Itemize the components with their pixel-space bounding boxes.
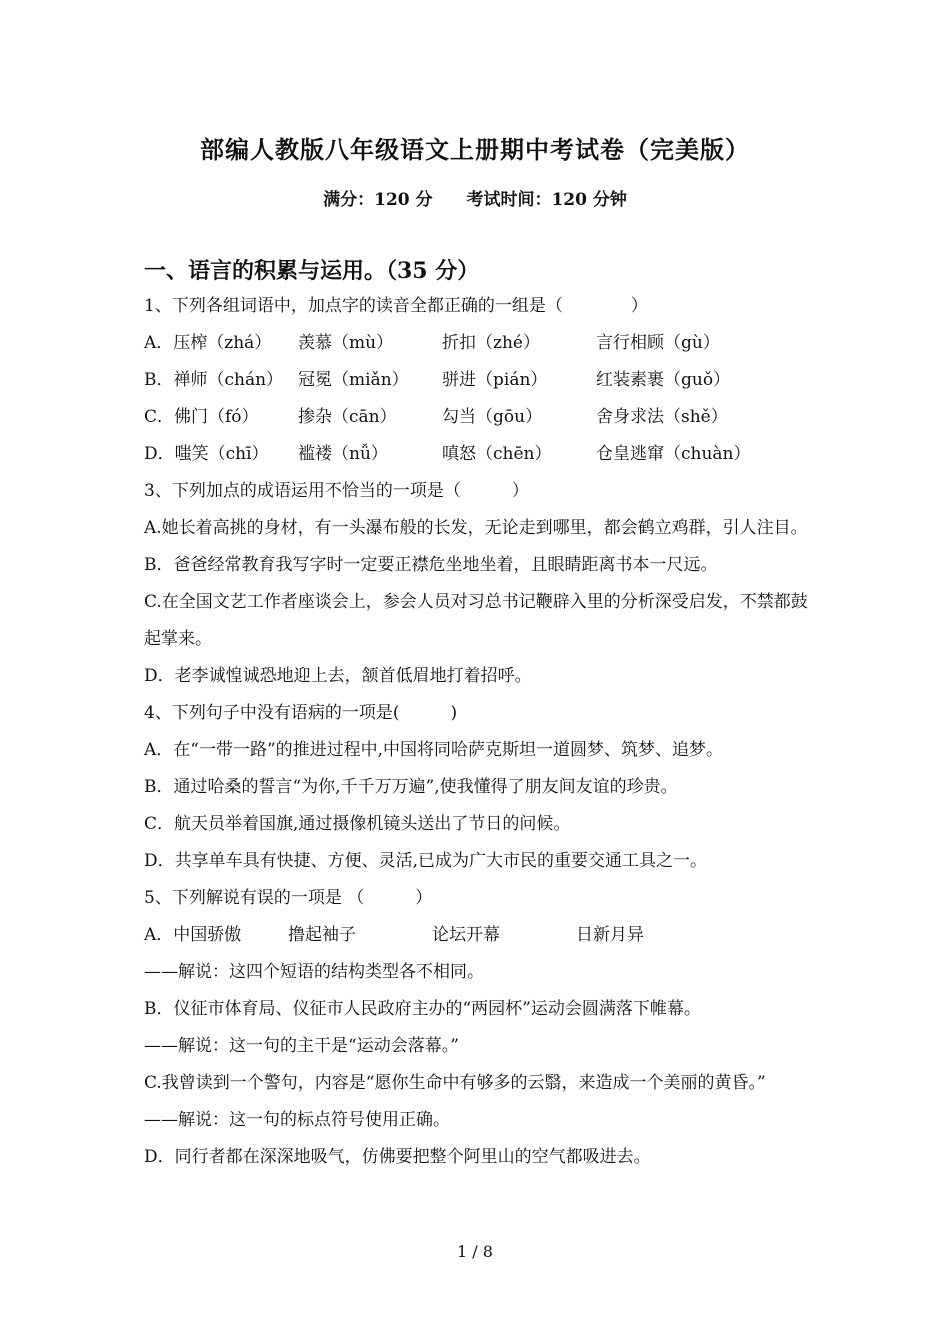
question-3-option-c: C.在全国文艺工作者座谈会上，参会人员对习总书记鞭辟入里的分析深受启发，不禁都鼓起掌来。	[144, 592, 808, 649]
phrase: 撸起袖子	[288, 925, 356, 945]
question-4-stem: 4、下列句子中没有语病的一项是( )	[144, 703, 458, 723]
page-title: 部编人教版八年级语文上册期中考试卷（完美版）	[200, 135, 750, 164]
option-cell: 冠冕（miǎn）	[298, 370, 409, 390]
question-3-stem: 3、下列加点的成语运用不恰当的一项是（ ）	[144, 481, 529, 501]
option-cell: 掺杂（cān）	[298, 407, 397, 427]
option-cell: 羡慕（mù）	[298, 333, 394, 353]
question-1-option-c	[144, 399, 814, 436]
option-cell: C．佛门（fó）	[144, 407, 259, 427]
question-4-option-b: B．通过哈桑的誓言“为你,千千万万遍”,使我懂得了朋友间友谊的珍贵。	[144, 777, 678, 797]
section-heading: 一、语言的积累与运用。（35 分）	[144, 258, 480, 284]
phrase: 日新月异	[576, 925, 644, 945]
phrase: 论坛开幕	[432, 925, 500, 945]
phrase: A．中国骄傲	[144, 925, 242, 945]
question-1-option-b	[144, 362, 814, 399]
question-1-stem: 1、下列各组词语中，加点字的读音全都正确的一组是（ ）	[144, 296, 648, 316]
question-5-stem: 5、下列解说有误的一项是 （ ）	[144, 888, 433, 908]
question-1-option-a	[144, 325, 814, 362]
question-5-option-a	[144, 917, 814, 954]
option-cell: D．嗤笑（chī）	[144, 444, 269, 464]
question-5-note-b: ——解说：这一句的主干是“运动会落幕。”	[144, 1036, 459, 1056]
option-cell: B．禅师（chán）	[144, 370, 284, 390]
option-cell: 舍身求法（shě）	[596, 407, 728, 427]
exam-time: 考试时间：120 分钟	[466, 190, 627, 210]
option-cell: A．压榨（zhá）	[144, 333, 272, 353]
question-5-note-c: ——解说：这一句的标点符号使用正确。	[144, 1110, 450, 1130]
question-4-option-a: A．在“一带一路”的推进过程中,中国将同哈萨克斯坦一道圆梦、筑梦、追梦。	[144, 740, 724, 760]
option-cell: 嗔怒（chēn）	[442, 444, 552, 464]
option-cell: 褴褛（nǚ）	[298, 444, 388, 464]
question-1-option-d	[144, 436, 814, 473]
question-3-option-a: A.她长着高挑的身材，有一头瀑布般的长发，无论走到哪里，都会鹤立鸡群，引人注目。	[144, 518, 808, 538]
question-5-option-b: B．仪征市体育局、仪征市人民政府主办的“两园杯”运动会圆满落下帷幕。	[144, 999, 701, 1019]
exam-info	[0, 185, 950, 210]
option-cell: 勾当（gōu）	[442, 407, 543, 427]
option-cell: 骈进（pián）	[442, 370, 548, 390]
question-3-option-b: B．爸爸经常教育我写字时一定要正襟危坐地坐着，且眼睛距离书本一尺远。	[144, 555, 718, 575]
option-cell: 仓皇逃窜（chuàn）	[596, 444, 751, 464]
question-3-option-d: D．老李诚惶诚恐地迎上去，颔首低眉地打着招呼。	[144, 666, 532, 686]
option-cell: 红装素裹（guǒ）	[596, 370, 731, 390]
question-4-option-d: D．共享单车具有快捷、方便、灵活,已成为广大市民的重要交通工具之一。	[144, 851, 708, 871]
question-5-option-d: D．同行者都在深深地吸气，仿佛要把整个阿里山的空气都吸进去。	[144, 1147, 651, 1167]
total-score: 满分：120 分	[323, 190, 433, 210]
question-5-option-c: C.我曾读到一个警句，内容是“愿你生命中有够多的云翳，来造成一个美丽的黄昏。”	[144, 1073, 766, 1093]
option-cell: 言行相顾（gù）	[596, 333, 720, 353]
question-5-note-a: ——解说：这四个短语的结构类型各不相同。	[144, 962, 484, 982]
question-4-option-c: C．航天员举着国旗,通过摄像机镜头送出了节日的问候。	[144, 814, 571, 834]
section-content	[144, 288, 814, 1176]
page-number: 1 / 8	[457, 1242, 493, 1261]
option-cell: 折扣（zhé）	[442, 333, 540, 353]
